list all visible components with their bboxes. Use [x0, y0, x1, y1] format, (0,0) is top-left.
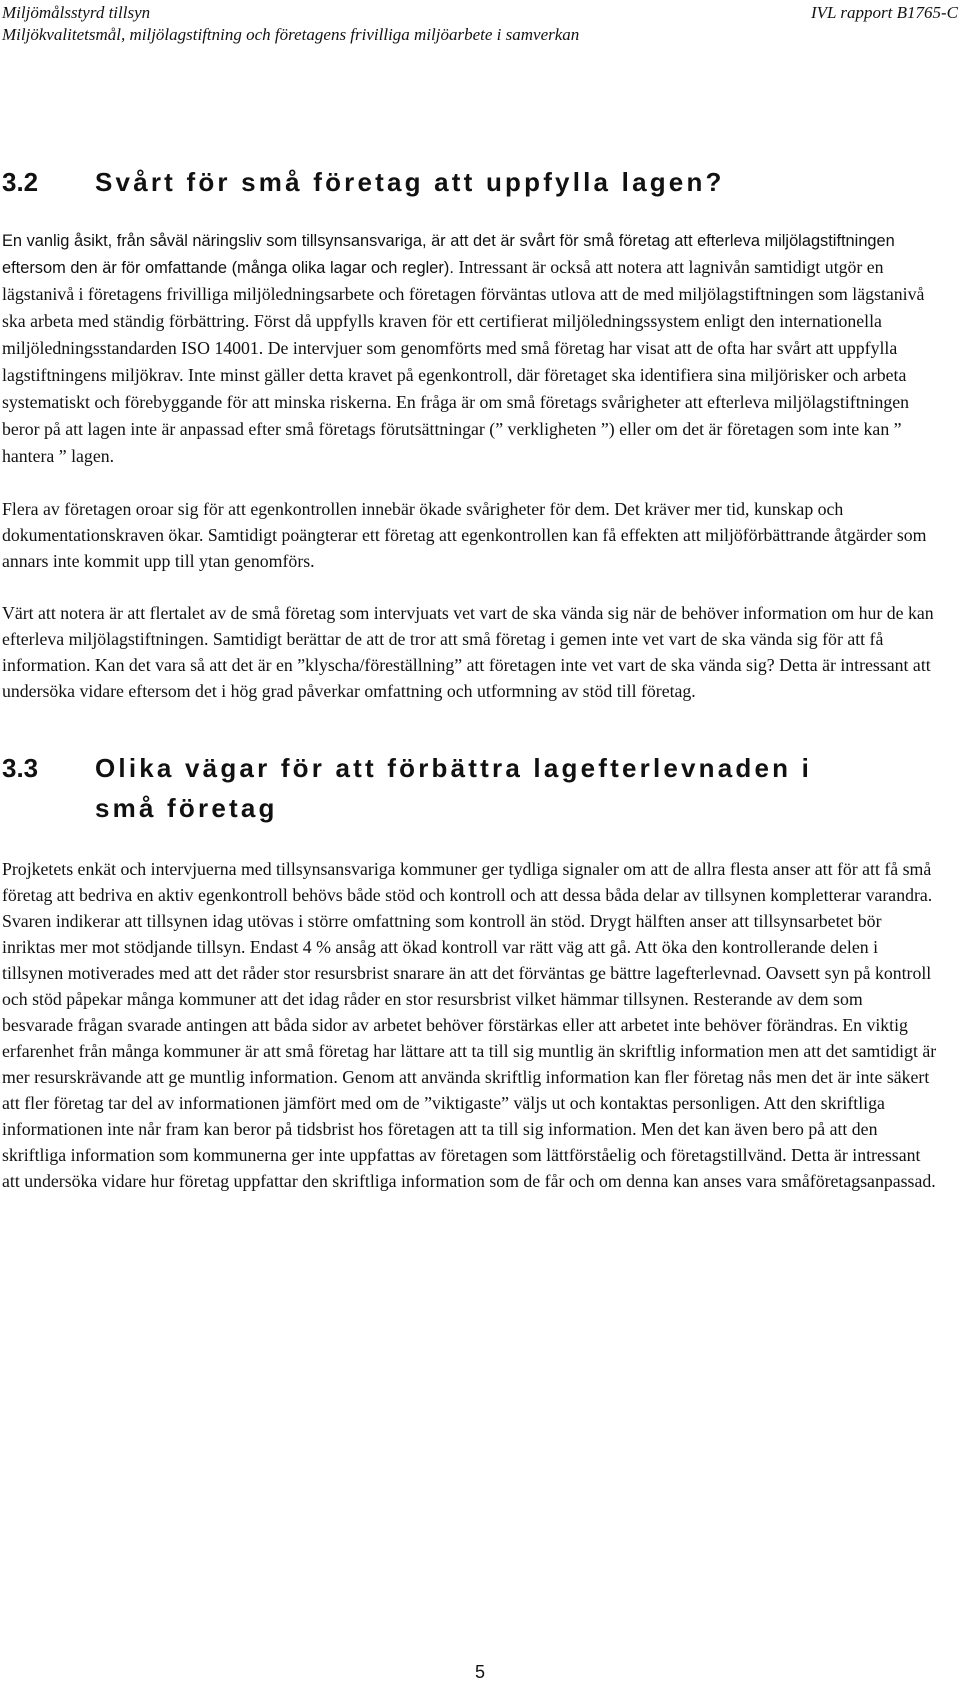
- paragraph-1-serif-part: Intressant är också att notera att lagnivån samtidigt utgör en lägstanivå i företagens frivilliga miljöledningsarbete och företagen förväntas utlova att de med miljölagstiftningen som lägstanivå ska arbeta med ständig förbättring. Först då uppfylls kraven för ett certifierat miljöledningssystem enligt den internationella miljöledningsstandarden ISO 14001. De intervjuer som genomförts med små företag har visat att de ofta har svårt att uppfylla lagstiftningens miljökrav. Inte minst gäller detta kravet på egenkontroll, där företaget ska identifiera sina miljörisker och arbeta systematiskt och förebyggande för att minska riskerna. En fråga är om små företags svårigheter att efterleva miljölagstiftningen beror på att lagen inte är anpassad efter små företags förutsättningar (” verkligheten ”) eller om det är företagen som inte kan ” hantera ” lagen.: [2, 257, 925, 466]
- section-heading-3-3: [2, 748, 938, 828]
- section-heading-3-2: [2, 164, 938, 204]
- page-content: [2, 164, 938, 1194]
- paragraph-4: Projketets enkät och intervjuerna med tillsynsansvariga kommuner ger tydliga signaler om att de allra flesta anser att för att få små företag att bedriva en aktiv egenkontroll behövs både stöd och kontroll och att dessa båda delar av tillsynen kompletterar varandra. Svaren indikerar att tillsynen idag utövas i större omfattning som kontroll än stöd. Drygt hälften anser att tillsynsarbetet bör inriktas mer mot stödjande tillsyn. Endast 4 % ansåg att ökad kontroll var rätt väg att gå. Att öka den kontrollerande delen i tillsynen motiverades med att det råder stor resursbrist snarare än att det förväntas ge bättre lagefterlevnad. Oavsett syn på kontroll och stöd påpekar många kommuner att det idag råder en stor resursbrist vilket hämmar tillsynen. Resterande av dem som besvarade frågan svarade antingen att båda sidor av arbetet behöver förstärkas eller att arbetet inte behöver förändras. En viktig erfarenhet från många kommuner är att små företag har lättare att ta till sig muntlig än skriftlig information men att det samtidigt är mer resurskrävande att ge muntlig information. Genom att använda skriftlig information kan fler företag nås men det är inte säkert att fler företag tar del av informationen jämfört med om de ”viktigaste” väljs ut och kontaktas personligen. Att den skriftliga informationen inte når fram kan beror på tidsbrist hos företagen att ta till sig information. Men det kan även bero på att den skriftliga information som kommunerna ger inte uppfattas av företagen som lättförståelig och företagstillvänd. Detta är intressant att undersöka vidare hur företag uppfattar den skriftliga information som de får och om denna kan anses vara småföretagsanpassad.: [2, 859, 937, 1191]
- paragraph-1: [2, 228, 938, 470]
- paragraph-3: Värt att notera är att flertalet av de små företag som intervjuats vet vart de ska vända sig när de behöver information om hur de kan efterleva miljölagstiftningen. Samtidigt berättar de att de tror att små företag i gemen inte vet vart de ska vända sig för att få information. Kan det vara så att det är en ”klyscha/föreställning” att företagen inte vet vart de ska vända sig? Detta är intressant att undersöka vidare eftersom det i hög grad påverkar omfattning och utformning av stöd till företag.: [2, 603, 934, 701]
- section-title-line-2: små företag: [95, 793, 278, 823]
- section-number: 3.2: [2, 167, 39, 197]
- section-number: 3.3: [2, 753, 39, 783]
- paragraph-2: Flera av företagen oroar sig för att egenkontrollen innebär ökade svårigheter för dem. Det kräver mer tid, kunskap och dokumentationskraven ökar. Samtidigt poängterar ett företag att egenkontrollen kan få effekten att miljöförbättrande åtgärder som annars inte kommit upp till ytan genomförs.: [2, 499, 927, 571]
- header-report-id: IVL rapport B1765-C: [810, 3, 958, 22]
- page-number: 5: [474, 1662, 485, 1682]
- header-left: [2, 2, 579, 46]
- header-report-title: Miljömålsstyrd tillsyn: [2, 3, 151, 22]
- section-title-line-1: Olika vägar för att förbättra lagefterlevnaden i: [95, 753, 813, 783]
- section-title: Svårt för små företag att uppfylla lagen?: [95, 167, 725, 197]
- page-header: [0, 0, 960, 52]
- header-report-subtitle: Miljökvalitetsmål, miljölagstiftning och företagens frivilliga miljöarbete i samverkan: [2, 25, 580, 44]
- paragraph-1-sans-part: En vanlig åsikt, från såväl näringsliv som tillsynsansvariga, är att det är svårt för små företag att efterleva miljölagstiftningen eftersom den är för omfattande (många olika lagar och regler).: [2, 232, 895, 277]
